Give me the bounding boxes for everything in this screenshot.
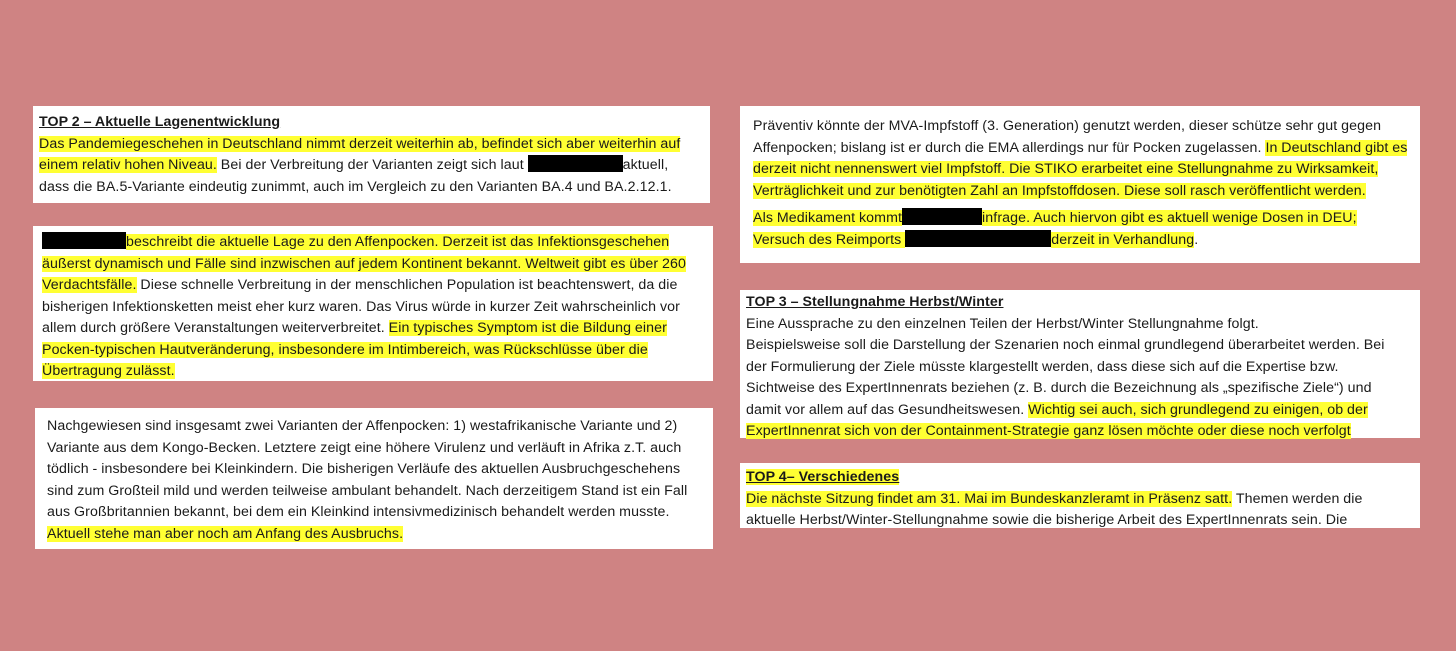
- impf-line-6c: .: [1194, 231, 1199, 248]
- top4-section: [740, 463, 1420, 528]
- affenpocken-lage-section: [33, 226, 713, 381]
- redaction-bar: [528, 155, 623, 172]
- top4-line-1b: Themen werden die: [1232, 490, 1363, 507]
- top4-line-1a: Die nächste Sitzung findet am 31. Mai im Bundeskanzleramt in Präsenz satt.: [746, 490, 1233, 507]
- affen-line-5a: allem durch größere Veranstaltungen weiterverbreitet.: [42, 320, 389, 336]
- affen-line-4: bisherigen Infektionsketten meist eher kurz waren. Das Virus würde in kurzer Zeit wahrscheinlich vor: [42, 298, 680, 315]
- top3-heading: TOP 3 – Stellungnahme Herbst/Winter: [746, 294, 1004, 310]
- impf-line-2a: Affenpocken; bislang ist er durch die EMA allerdings nur für Pocken zugelassen.: [753, 139, 1266, 156]
- affen-line-2: äußerst dynamisch und Fälle sind inzwischen auf jedem Kontinent bekannt. Weltweit gibt es über 260: [42, 255, 686, 272]
- varianten-line-4: sind zum Großteil mild und werden teilweise ambulant behandelt. Nach derzeitigem Stand ist ein Fall: [47, 482, 688, 499]
- top3-line-4: Sichtweise des ExpertInnenrats beziehen (z. B. durch die Bezeichnung als „spezifische Ziele“) und: [746, 380, 1372, 396]
- top3-line-6: ExpertInnenrat sich von der Containment-Strategie ganz lösen möchte oder diese noch verfolgt: [746, 423, 1351, 439]
- top3-section: [740, 290, 1420, 438]
- top2-heading: TOP 2 – Aktuelle Lagenentwicklung: [39, 114, 281, 130]
- impf-line-3: derzeit nicht nennenswert viel Impfstoff. Die STIKO erarbeitet eine Stellungnahme zu Wirksamkeit,: [753, 161, 1379, 177]
- top3-line-1: Eine Aussprache zu den einzelnen Teilen der Herbst/Winter Stellungnahme folgt.: [746, 315, 1259, 332]
- varianten-line-6: Aktuell stehe man aber noch am Anfang des Ausbruchs.: [47, 525, 404, 542]
- affen-line-1: beschreibt die aktuelle Lage zu den Affenpocken. Derzeit ist das Infektionsgeschehen: [126, 234, 670, 250]
- top2-line-2c: aktuell,: [622, 157, 669, 173]
- impfstoff-section: [740, 106, 1420, 263]
- redaction-bar: [42, 232, 126, 249]
- top3-line-5a: damit vor allem auf das Gesundheitswesen.: [746, 401, 1029, 418]
- top2-line-2a: einem relativ hohen Niveau.: [39, 157, 217, 173]
- redaction-bar: [902, 208, 982, 225]
- top2-line-1: Das Pandemiegeschehen in Deutschland nimmt derzeit weiterhin ab, befindet sich aber weiterhin auf: [39, 135, 681, 152]
- affen-line-6: Pocken-typischen Hautveränderung, insbesondere im Intimbereich, was Rückschlüsse über die: [42, 341, 648, 358]
- top3-line-3: der Formulierung der Ziele müsste klargestellt werden, dass diese sich auf die Expertise bzw.: [746, 358, 1339, 375]
- top3-line-5b: Wichtig sei auch, sich grundlegend zu einigen, ob der: [1028, 401, 1368, 418]
- top2-line-2b: Bei der Verbreitung der Varianten zeigt sich laut: [216, 157, 528, 173]
- varianten-line-1: Nachgewiesen sind insgesamt zwei Varianten der Affenpocken: 1) westafrikanische Variante und 2): [47, 418, 678, 434]
- impf-line-2b: In Deutschland gibt es: [1265, 139, 1408, 156]
- affen-line-5b: Ein typisches Symptom ist die Bildung einer: [388, 320, 667, 336]
- affen-line-3a: Verdachtsfälle.: [42, 277, 137, 293]
- top2-section: [33, 106, 710, 203]
- impf-line-1: Präventiv könnte der MVA-Impfstoff (3. Generation) genutzt werden, dieser schütze sehr gut gegen: [753, 118, 1382, 134]
- top4-line-2: aktuelle Herbst/Winter-Stellungnahme sowie die bisherige Arbeit des ExpertInnenrats sein. Die: [746, 512, 1348, 528]
- redaction-bar: [905, 230, 1051, 247]
- top2-line-3: dass die BA.5-Variante eindeutig zunimmt, auch im Vergleich zu den Varianten BA.4 und BA.2.12.1.: [39, 178, 672, 195]
- varianten-line-3: tödlich - insbesondere bei Kleinkindern. Die bisherigen Verläufe des aktuellen Ausbruchgeschehens: [47, 461, 681, 477]
- impf-line-4: Verträglichkeit und zur benötigten Zahl an Impfstoffdosen. Diese soll rasch veröffentlicht werden.: [753, 182, 1366, 199]
- affen-line-3b: Diese schnelle Verbreitung in der menschlichen Population ist beachtenswert, da die: [136, 277, 678, 293]
- varianten-section: [35, 408, 713, 549]
- top3-line-2: Beispielsweise soll die Darstellung der Szenarien noch einmal grundlegend überarbeitet werden. Bei: [746, 337, 1385, 353]
- varianten-line-5: aus Großbritannien bekannt, bei dem ein Kleinkind intensivmedizinisch behandelt werden musste.: [47, 504, 670, 520]
- impf-line-5a: Als Medikament kommt: [753, 210, 903, 226]
- varianten-line-2: Variante aus dem Kongo-Becken. Letztere zeigt eine höhere Virulenz und verläuft in Afrika z.T. auch: [47, 439, 682, 456]
- affen-line-7: Übertragung zulässt.: [42, 363, 175, 379]
- impf-line-6b: derzeit in Verhandlung: [1051, 231, 1195, 248]
- impf-line-6a: Versuch des Reimports: [753, 231, 906, 248]
- top4-heading: TOP 4– Verschiedenes: [746, 469, 900, 485]
- impf-line-5b: infrage. Auch hiervon gibt es aktuell wenige Dosen in DEU;: [982, 210, 1357, 226]
